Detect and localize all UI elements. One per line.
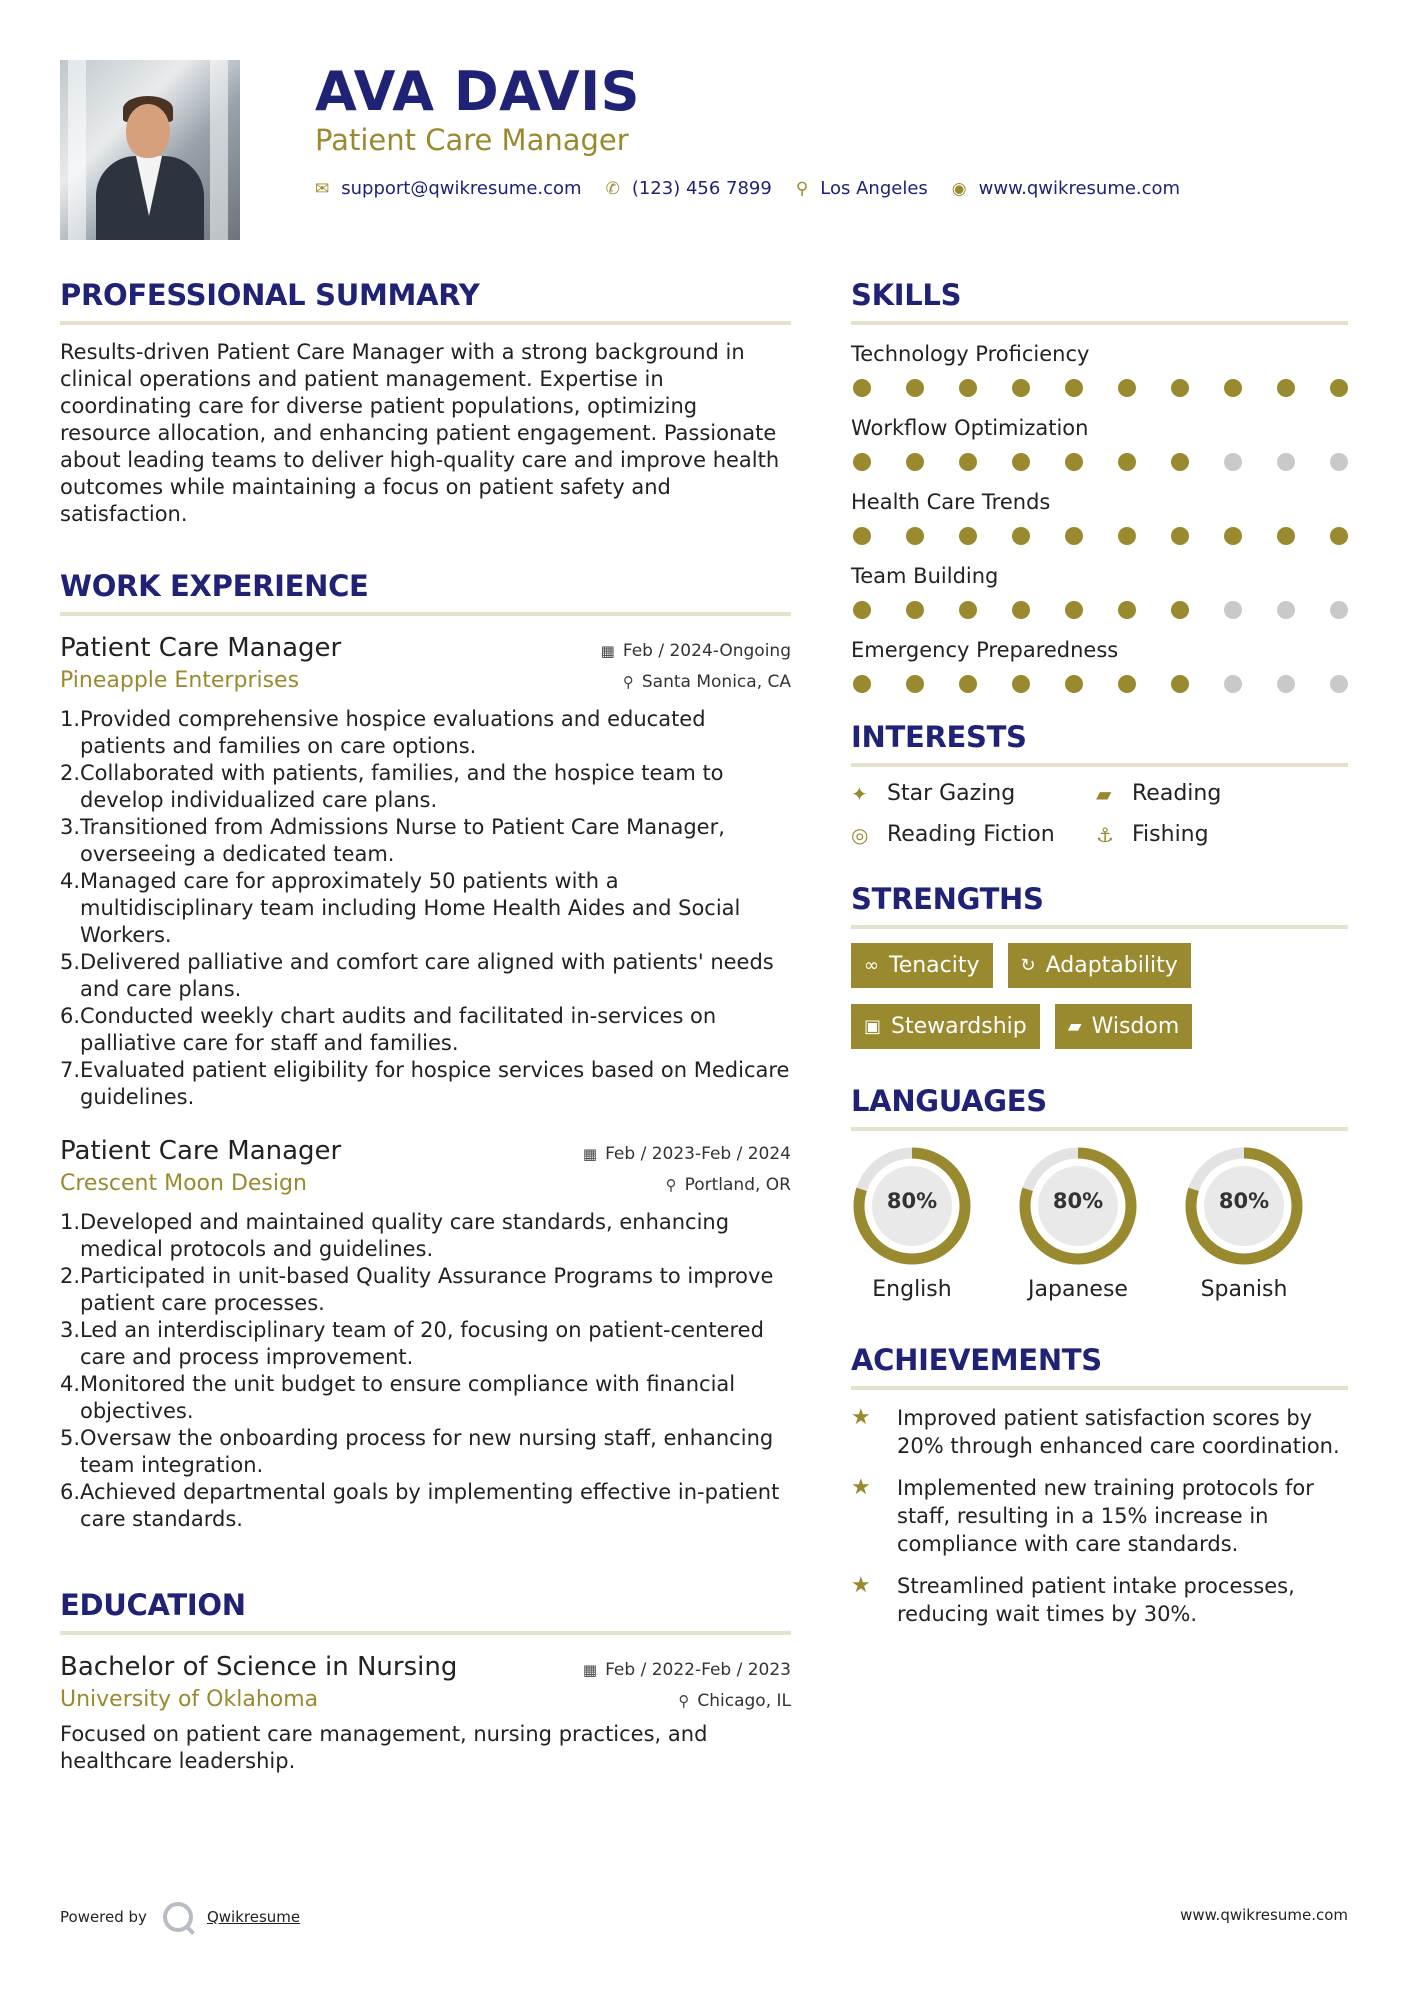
list-text: Oversaw the onboarding process for new nursing staff, enhancing team integration. — [80, 1426, 774, 1477]
list-text: Led an interdisciplinary team of 20, focusing on patient-centered care and process improvement. — [80, 1318, 764, 1369]
rating-dot-filled — [1118, 453, 1136, 471]
skill-item — [851, 561, 1348, 619]
rating-dot-filled — [853, 527, 871, 545]
school-name: University of Oklahoma — [60, 1687, 319, 1712]
job-location: ⚲ Portland, OR — [665, 1175, 791, 1195]
book-icon: ▰ — [1067, 1016, 1082, 1037]
list-number: 4. — [60, 1372, 81, 1396]
calendar-icon: ▦ — [582, 1145, 598, 1163]
skill-item — [851, 487, 1348, 545]
interest-label: Reading — [1132, 781, 1222, 806]
rating-dot-filled — [1171, 379, 1189, 397]
skill-rating — [851, 527, 1348, 545]
interests-heading: INTERESTS — [851, 717, 1348, 767]
rating-dot-filled — [959, 527, 977, 545]
gamepad-icon: ◎ — [851, 822, 869, 847]
rating-dot-filled — [1171, 675, 1189, 693]
rating-dot-filled — [1224, 379, 1242, 397]
strength-tag — [851, 1004, 1040, 1049]
qwikresume-logo-icon — [163, 1902, 193, 1932]
rating-dot-filled — [853, 453, 871, 471]
list-number: 5. — [60, 950, 81, 974]
list-item — [60, 706, 791, 760]
footer-powered-by: Powered by Qwikresume — [60, 1902, 300, 1932]
skill-name: Team Building — [851, 564, 999, 588]
skill-rating — [851, 601, 1348, 619]
pin-icon: ⚲ — [665, 1176, 677, 1194]
list-item — [60, 814, 791, 868]
book-icon: ▰ — [1096, 781, 1112, 806]
rating-dot-empty — [1277, 453, 1295, 471]
rating-dot-filled — [1012, 601, 1030, 619]
interest-label: Star Gazing — [887, 781, 1016, 806]
achievements-list — [851, 1404, 1348, 1628]
education-dates: ▦ Feb / 2022-Feb / 2023 — [582, 1660, 791, 1680]
rating-dot-filled — [1277, 527, 1295, 545]
job-company: Crescent Moon Design — [60, 1171, 307, 1196]
rating-dot-filled — [1012, 675, 1030, 693]
rating-dot-filled — [1171, 527, 1189, 545]
pin-icon: ⚲ — [622, 673, 634, 691]
achievement-text: Implemented new training protocols for staff, resulting in a 15% increase in compliance with care standards. — [897, 1476, 1314, 1556]
rating-dot-filled — [906, 453, 924, 471]
rating-dot-filled — [853, 675, 871, 693]
list-number: 1. — [60, 1210, 81, 1234]
language-item — [851, 1145, 973, 1302]
link-icon: ∞ — [864, 955, 879, 976]
strength-tag — [1055, 1004, 1193, 1049]
list-item — [60, 1371, 791, 1425]
contact-bar — [315, 178, 1204, 199]
candidate-title: Patient Care Manager — [315, 123, 629, 157]
skill-rating — [851, 675, 1348, 693]
job-dates: ▦ Feb / 2023-Feb / 2024 — [582, 1144, 791, 1164]
language-ring — [851, 1145, 973, 1267]
telescope-icon: ✦ — [851, 781, 868, 806]
list-number: 7. — [60, 1058, 81, 1082]
rating-dot-filled — [1012, 379, 1030, 397]
language-percent: 80% — [886, 1189, 938, 1213]
job-entry — [60, 1133, 791, 1533]
footer-website[interactable]: www.qwikresume.com — [1180, 1906, 1348, 1924]
rating-dot-filled — [906, 601, 924, 619]
job-title: Patient Care Manager — [60, 1136, 342, 1166]
strength-tag — [851, 943, 993, 988]
rating-dot-empty — [1330, 601, 1348, 619]
list-item — [60, 1209, 791, 1263]
skill-item — [851, 635, 1348, 693]
skill-name: Technology Proficiency — [851, 342, 1090, 366]
refresh-icon: ↻ — [1020, 955, 1036, 976]
rating-dot-filled — [1118, 527, 1136, 545]
contact-email[interactable]: ✉ support@qwikresume.com — [315, 178, 582, 199]
rating-dot-filled — [1330, 527, 1348, 545]
list-number: 3. — [60, 1318, 81, 1342]
rating-dot-filled — [1330, 379, 1348, 397]
strengths-list — [851, 943, 1348, 1049]
summary-heading: PROFESSIONAL SUMMARY — [60, 275, 791, 325]
list-item — [60, 949, 791, 1003]
list-number: 2. — [60, 1264, 81, 1288]
language-item — [1017, 1145, 1139, 1302]
rating-dot-filled — [1118, 601, 1136, 619]
star-icon: ★ — [851, 1475, 871, 1500]
skill-item — [851, 413, 1348, 471]
job-title: Patient Care Manager — [60, 633, 342, 663]
list-number: 4. — [60, 869, 81, 893]
language-ring — [1017, 1145, 1139, 1267]
skill-name: Workflow Optimization — [851, 416, 1089, 440]
list-text: Managed care for approximately 50 patients with a multidisciplinary team including Home Health Aides and Social Workers. — [80, 869, 741, 947]
job-dates: ▦ Feb / 2024-Ongoing — [600, 641, 791, 661]
list-text: Delivered palliative and comfort care aligned with patients' needs and care plans. — [80, 950, 774, 1001]
interest-item — [1096, 781, 1336, 806]
skill-item — [851, 339, 1348, 397]
location-pin-icon: ⚲ — [795, 178, 809, 199]
rating-dot-filled — [906, 379, 924, 397]
list-number: 2. — [60, 761, 81, 785]
right-column — [851, 275, 1348, 1642]
rating-dot-filled — [959, 675, 977, 693]
rating-dot-filled — [1118, 675, 1136, 693]
list-text: Participated in unit-based Quality Assurance Programs to improve patient care processes. — [80, 1264, 774, 1315]
list-text: Achieved departmental goals by implementing effective in-patient care standards. — [80, 1480, 780, 1531]
education-heading: EDUCATION — [60, 1585, 791, 1635]
rating-dot-filled — [1065, 379, 1083, 397]
strength-tag — [1008, 943, 1191, 988]
list-item — [60, 868, 791, 949]
experience-heading: WORK EXPERIENCE — [60, 566, 791, 616]
skills-heading: SKILLS — [851, 275, 1348, 325]
list-item — [60, 760, 791, 814]
strength-label: Stewardship — [891, 1014, 1027, 1039]
globe-icon: ◉ — [951, 178, 967, 199]
rating-dot-filled — [853, 379, 871, 397]
rating-dot-filled — [959, 379, 977, 397]
education-location: ⚲ Chicago, IL — [678, 1691, 791, 1711]
interest-item — [1096, 822, 1336, 847]
list-number: 6. — [60, 1480, 81, 1504]
interest-item — [851, 781, 1096, 806]
list-item — [60, 1057, 791, 1111]
rating-dot-filled — [1118, 379, 1136, 397]
list-item — [60, 1003, 791, 1057]
list-text: Transitioned from Admissions Nurse to Patient Care Manager, overseeing a dedicated team. — [80, 815, 725, 866]
rating-dot-empty — [1330, 453, 1348, 471]
list-number: 5. — [60, 1426, 81, 1450]
list-item — [60, 1425, 791, 1479]
rating-dot-empty — [1277, 601, 1295, 619]
rating-dot-filled — [1012, 527, 1030, 545]
rating-dot-filled — [1171, 601, 1189, 619]
rating-dot-filled — [906, 527, 924, 545]
rating-dot-filled — [906, 675, 924, 693]
list-number: 1. — [60, 707, 81, 731]
star-icon: ★ — [851, 1405, 871, 1430]
contact-phone[interactable]: ✆ (123) 456 7899 — [605, 178, 772, 199]
degree-title: Bachelor of Science in Nursing — [60, 1652, 458, 1682]
rating-dot-filled — [1065, 675, 1083, 693]
skill-name: Emergency Preparedness — [851, 638, 1119, 662]
list-text: Developed and maintained quality care standards, enhancing medical protocols and guidelines. — [80, 1210, 730, 1261]
language-name: English — [872, 1277, 952, 1302]
job-bullets — [60, 1209, 791, 1533]
list-text: Collaborated with patients, families, and the hospice team to develop individualized care plans. — [80, 761, 724, 812]
language-name: Japanese — [1028, 1277, 1128, 1302]
job-entry — [60, 630, 791, 1111]
candidate-name: AVA DAVIS — [315, 60, 641, 123]
strength-label: Adaptability — [1045, 953, 1178, 978]
languages-heading: LANGUAGES — [851, 1081, 1348, 1131]
rating-dot-filled — [1171, 453, 1189, 471]
strength-label: Tenacity — [889, 953, 980, 978]
list-text: Monitored the unit budget to ensure compliance with financial objectives. — [80, 1372, 736, 1423]
skill-rating — [851, 453, 1348, 471]
skill-name: Health Care Trends — [851, 490, 1051, 514]
anchor-icon: ⚓ — [1096, 822, 1114, 847]
language-percent: 80% — [1218, 1189, 1270, 1213]
job-location: ⚲ Santa Monica, CA — [622, 672, 791, 692]
language-percent: 80% — [1052, 1189, 1104, 1213]
rating-dot-filled — [959, 453, 977, 471]
left-column — [60, 275, 791, 1797]
pin-icon: ⚲ — [678, 1692, 690, 1710]
rating-dot-filled — [959, 601, 977, 619]
language-ring — [1183, 1145, 1305, 1267]
achievement-item — [851, 1572, 1348, 1628]
rating-dot-filled — [1065, 601, 1083, 619]
job-company: Pineapple Enterprises — [60, 668, 300, 693]
skills-list — [851, 339, 1348, 693]
achievement-item — [851, 1474, 1348, 1558]
profile-photo — [60, 60, 240, 240]
contact-website[interactable]: ◉ www.qwikresume.com — [951, 178, 1181, 199]
rating-dot-filled — [1065, 527, 1083, 545]
star-icon: ★ — [851, 1573, 871, 1598]
strengths-heading: STRENGTHS — [851, 879, 1348, 929]
achievements-heading: ACHIEVEMENTS — [851, 1340, 1348, 1390]
list-item — [60, 1317, 791, 1371]
rating-dot-empty — [1224, 675, 1242, 693]
achievement-text: Improved patient satisfaction scores by 20% through enhanced care coordination. — [897, 1406, 1340, 1458]
list-text: Conducted weekly chart audits and facilitated in-services on palliative care for staff and families. — [80, 1004, 717, 1055]
list-number: 3. — [60, 815, 81, 839]
skill-rating — [851, 379, 1348, 397]
language-name: Spanish — [1200, 1277, 1288, 1302]
language-item — [1183, 1145, 1305, 1302]
rating-dot-empty — [1330, 675, 1348, 693]
list-item — [60, 1479, 791, 1533]
list-text: Evaluated patient eligibility for hospice services based on Medicare guidelines. — [80, 1058, 790, 1109]
summary-text: Results-driven Patient Care Manager with a strong background in clinical operations and patient management. Expertise in coordinating care for diverse patient populations, optimizing resource allocation, and enhancing patient engagement. Passionate about leading teams to deliver high-quality care and improve health outcomes while maintaining a focus on patient safety and satisfaction. — [60, 340, 780, 526]
interest-label: Reading Fiction — [887, 822, 1055, 847]
qwikresume-link[interactable]: Qwikresume — [206, 1908, 301, 1926]
interests-list — [851, 781, 1348, 847]
contact-location: ⚲ Los Angeles — [795, 178, 928, 199]
rating-dot-filled — [1012, 453, 1030, 471]
rating-dot-empty — [1277, 675, 1295, 693]
rating-dot-empty — [1224, 601, 1242, 619]
interest-label: Fishing — [1132, 822, 1209, 847]
list-item — [60, 1263, 791, 1317]
rating-dot-filled — [1224, 527, 1242, 545]
list-text: Provided comprehensive hospice evaluations and educated patients and families on care options. — [80, 707, 706, 758]
achievement-item — [851, 1404, 1348, 1460]
briefcase-icon: ▣ — [864, 1016, 882, 1037]
rating-dot-empty — [1224, 453, 1242, 471]
languages-list — [851, 1145, 1348, 1302]
strength-label: Wisdom — [1091, 1014, 1180, 1039]
envelope-icon: ✉ — [315, 178, 330, 199]
phone-icon: ✆ — [605, 178, 620, 199]
list-number: 6. — [60, 1004, 81, 1028]
rating-dot-filled — [1065, 453, 1083, 471]
achievement-text: Streamlined patient intake processes, reducing wait times by 30%. — [897, 1574, 1295, 1626]
rating-dot-filled — [1277, 379, 1295, 397]
education-entry — [60, 1649, 791, 1775]
job-bullets — [60, 706, 791, 1111]
calendar-icon: ▦ — [582, 1661, 598, 1679]
rating-dot-filled — [853, 601, 871, 619]
education-description: Focused on patient care management, nursing practices, and healthcare leadership. — [60, 1722, 708, 1773]
interest-item — [851, 822, 1096, 847]
calendar-icon: ▦ — [600, 642, 615, 660]
